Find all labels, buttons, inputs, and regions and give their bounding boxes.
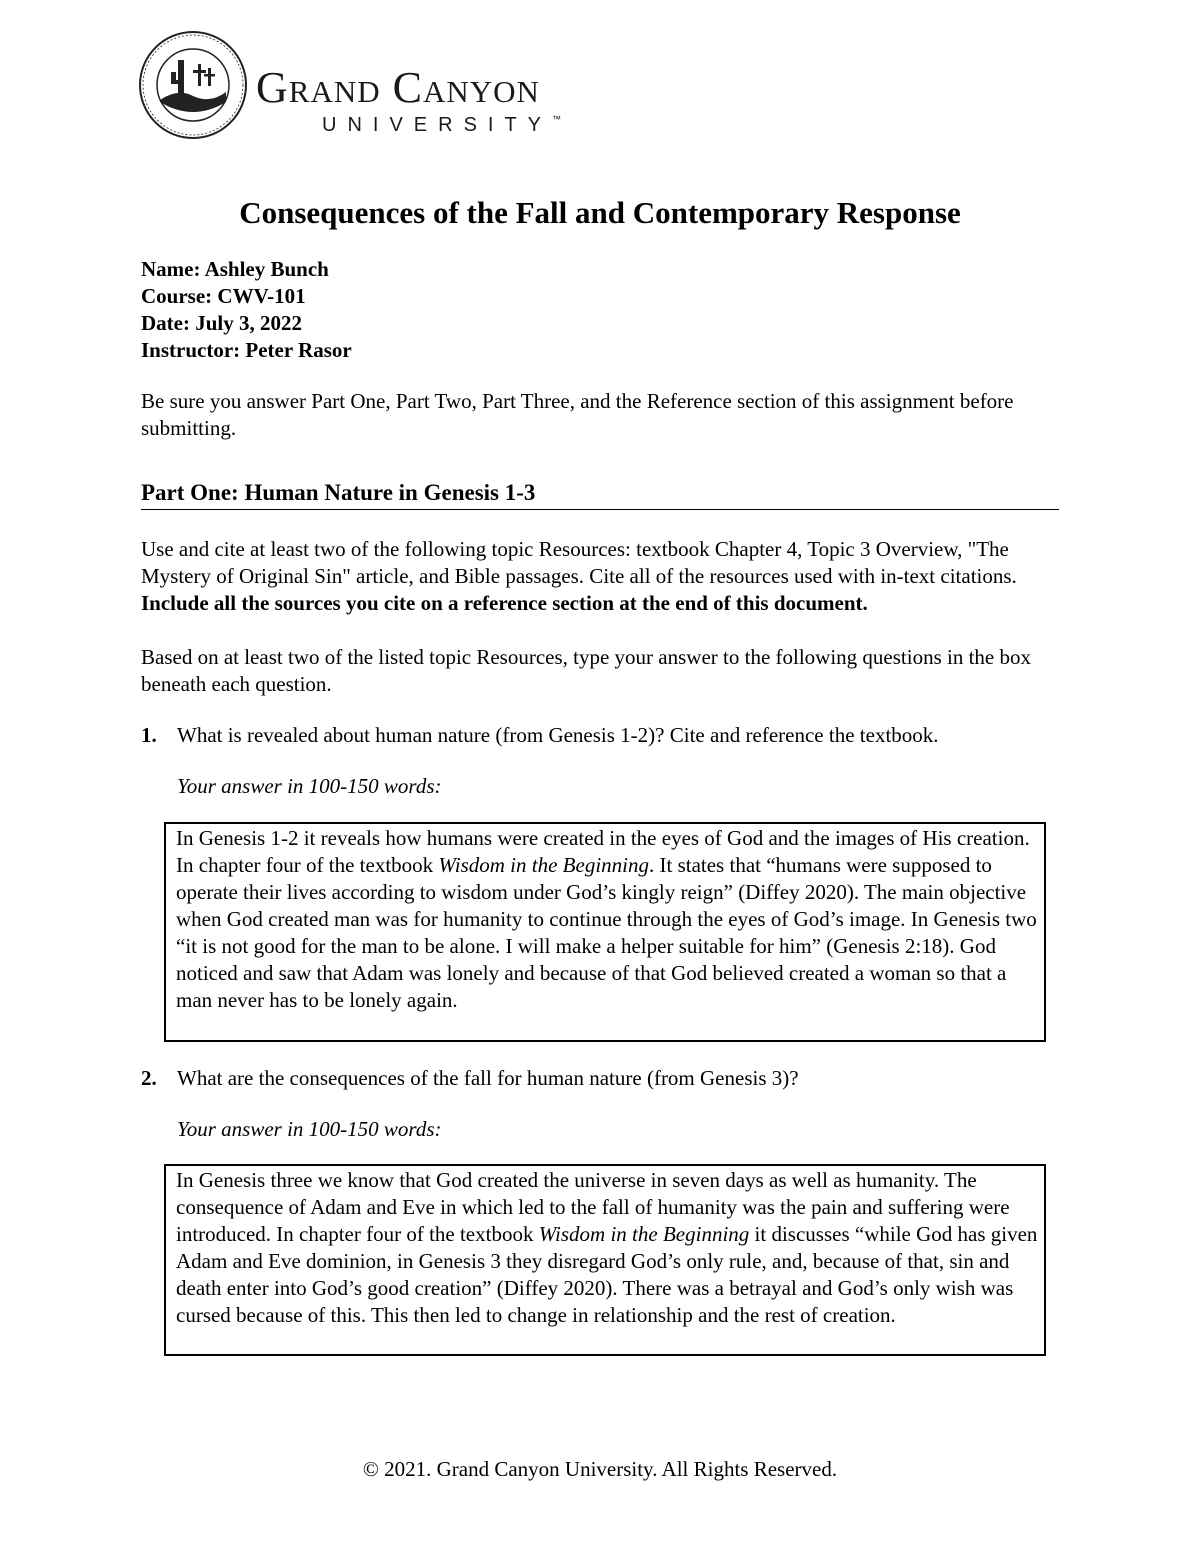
gcu-seal-icon [138, 30, 248, 140]
question-text: What are the consequences of the fall for human nature (from Genesis 3)? [177, 1066, 799, 1090]
intro-instructions: Be sure you answer Part One, Part Two, Part Three, and the Reference section of this assignment before submitting. [141, 389, 1014, 440]
part-one-heading: Part One: Human Nature in Genesis 1-3 [141, 478, 1059, 510]
resources-instructions: Use and cite at least two of the following topic Resources: textbook Chapter 4, Topic 3 Overview, "The Mystery of Original Sin" article, and Bible passages. Cite all of the resources used with in-text citations. Include all the sources you cite on a reference section at the end of this document. [141, 537, 1017, 615]
date-line: Date: July 3, 2022 [141, 311, 302, 335]
answer-prompt: Your answer in 100-150 words: [177, 774, 442, 798]
name-line: Name: Ashley Bunch [141, 257, 329, 281]
question-text: What is revealed about human nature (from Genesis 1-2)? Cite and reference the textbook. [177, 723, 939, 747]
wordmark [256, 63, 562, 137]
instructor-line: Instructor: Peter Rasor [141, 338, 352, 362]
wordmark-line1: Grand Canyon [256, 63, 540, 112]
answer-box-1[interactable]: In Genesis 1-2 it reveals how humans were created in the eyes of God and the images of His creation. In chapter four of the textbook Wisdom in the Beginning. It states that “humans were supposed to operate their lives according to wisdom under God’s kingly reign” (Diffey 2020). The main objective when God created man was for humanity to continue through the eyes of God’s image. In Genesis two “it is not good for the man to be alone. I will make a helper suitable for him” (Genesis 2:18). God noticed and saw that Adam was lonely and because of that God believed created a woman so that a man never has to be lonely again. [164, 822, 1046, 1042]
answer-prompt: Your answer in 100-150 words: [177, 1117, 442, 1141]
answer-box-2[interactable]: In Genesis three we know that God created the universe in seven days as well as humanity. The consequence of Adam and Eve in which led to the fall of humanity was the pain and suffering were introduced. In chapter four of the textbook Wisdom in the Beginning it discusses “while God has given Adam and Eve dominion, in Genesis 3 they disregard God’s only rule, and, because of that, sin and death enter into God’s good creation” (Diffey 2020). There was a betrayal and God’s only wish was cursed because of this. This then led to change in relationship and the rest of creation. [164, 1164, 1046, 1356]
wordmark-line2: UNIVERSITY™ [322, 114, 562, 136]
question-number: 2. [141, 1066, 157, 1090]
course-line: Course: CWV-101 [141, 284, 306, 308]
document-title: Consequences of the Fall and Contemporary Response [239, 195, 961, 230]
copyright-footer: © 2021. Grand Canyon University. All Rights Reserved. [362, 1457, 838, 1481]
question-number: 1. [141, 723, 157, 747]
student-info [141, 256, 352, 364]
university-logo [138, 30, 638, 140]
answer-instructions: Based on at least two of the listed topic Resources, type your answer to the following questions in the box beneath each question. [141, 645, 1031, 696]
